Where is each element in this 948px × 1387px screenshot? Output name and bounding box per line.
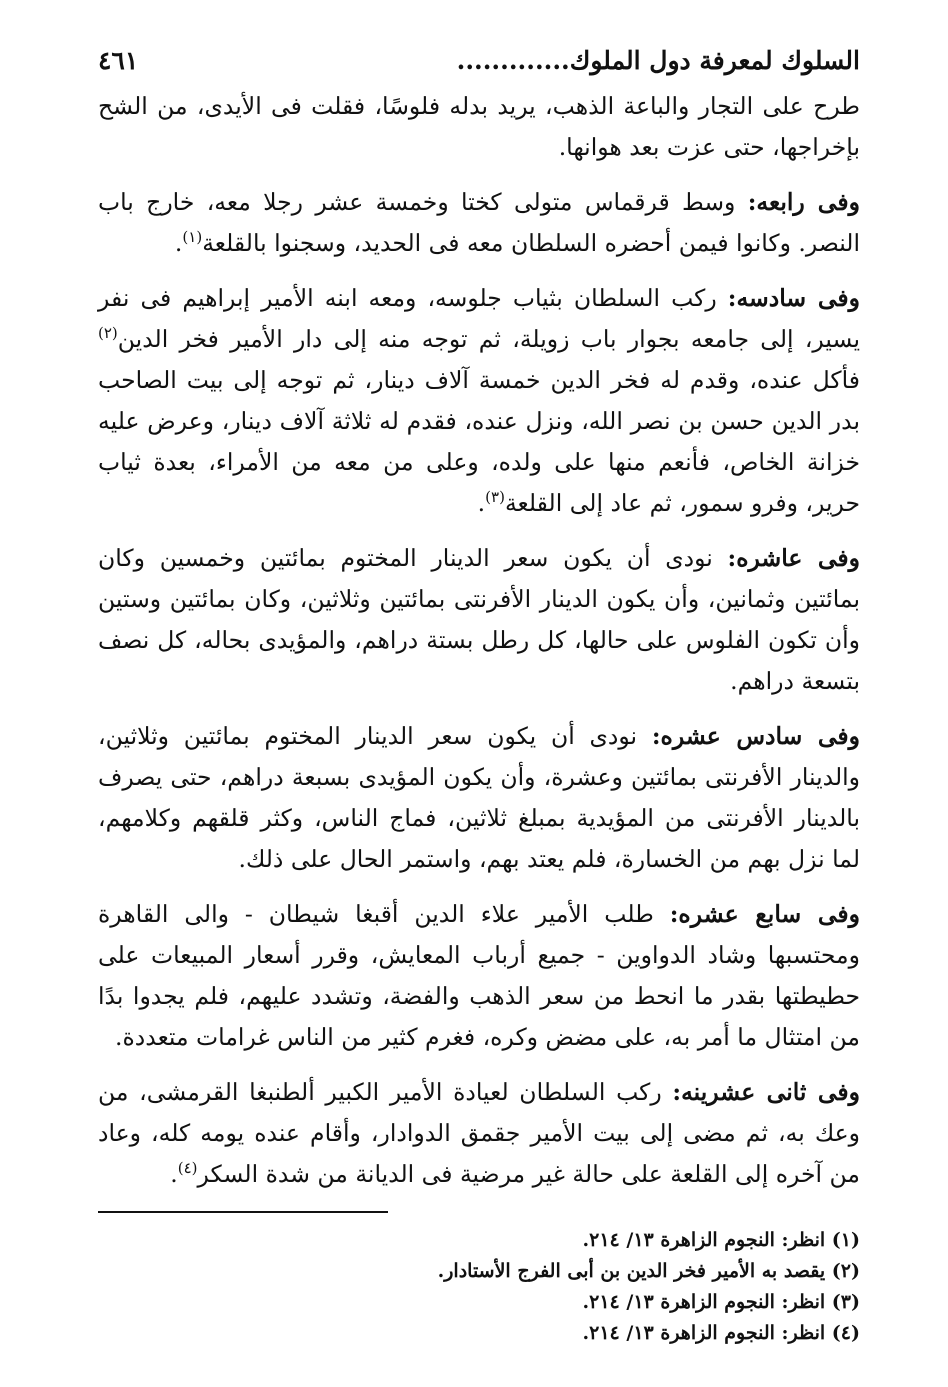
paragraph-text: ركب السلطان بثياب جلوسه، ومعه ابنه الأمير إبراهيم فى نفر يسير، إلى جامعه بجوار باب زويلة، ثم توجه منه إلى دار الأمير فخر الدين [98,284,860,353]
paragraph-text: وسط قرقماس متولى كختا وخمسة عشر رجلا معه، خارج باب النصر. وكانوا فيمن أحضره السلطان معه فى الحديد، وسجنوا بالقلعة [98,188,860,257]
paragraph [98,716,860,880]
paragraph-text-cont: فأكل عنده، وقدم له فخر الدين خمسة آلاف دينار، ثم توجه إلى بيت الصاحب بدر الدين حسن بن نصر الله، ونزل عنده، فقدم له ثلاثة آلاف دينار، وعرض عليه خزانة الخاص، فأنعم منها على ولده، وعلى من معه من الأمراء، بعدة ثياب حرير، وفرو سمور، ثم عاد إلى القلعة [98,366,860,517]
paragraph-text: نودى أن يكون سعر الدينار المختوم بمائتين وثلاثين، والدينار الأفرنتى بمائتين وعشرة، وأن يكون المؤيدى بسبعة دراهم، حتى يصرف بالدينار الأفرنتى من المؤيدية بمبلغ ثلاثين، فماج الناس، وكثر قلقهم وكلامهم، لما نزل بهم من الخسارة، فلم يعتد بهم، واستمر الحال على ذلك. [98,722,860,873]
paragraph-text: طلب الأمير علاء الدين أقبغا شيطان - والى القاهرة ومحتسبها وشاد الدواوين - جميع أرباب المعايش، وقرر أسعار المبيعات على حطيطتها بقدر ما انحط من سعر الذهب والفضة، وتشدد عليهم، فلم يجدوا بدًا من امتثال ما أمر به، على مضض وكره، فغرم كثير من الناس غرامات متعددة. [98,900,860,1051]
book-title: السلوك لمعرفة دول الملوك............. [456,46,860,75]
paragraph-text: ركب السلطان لعيادة الأمير الكبير ألطنبغا القرمشى، من وعك به، ثم مضى إلى بيت الأمير جقمق الدوادار، وأقام عنده يومه كله، وعاد من آخره إلى القلعة على حالة غير مرضية فى الديانة من شدة السكر [98,1078,860,1188]
footnote-marker[interactable]: (٣) [485,488,505,507]
footnotes [98,1225,860,1349]
footnote-marker[interactable]: (٤) [177,1159,198,1178]
paragraph-text-end: . [477,489,486,517]
paragraph-lead: وفى رابعه: [747,188,860,216]
paragraph-lead: وفى سابع عشره: [669,900,860,928]
paragraph [98,86,860,168]
footnote: (٤) انظر: النجوم الزاهرة ١٣/ ٢١٤. [582,1322,860,1344]
paragraph [98,894,860,1058]
paragraph-lead: وفى سادس عشره: [651,722,860,750]
paragraph-lead: وفى ثانى عشرينه: [672,1078,861,1106]
paragraph [98,538,860,702]
paragraph [98,1072,860,1195]
body-text [98,86,860,1195]
paragraph [98,182,860,264]
paragraph [98,278,860,524]
running-header [98,44,860,86]
footnote-separator [98,1211,388,1213]
footnote: (٣) انظر: النجوم الزاهرة ١٣/ ٢١٤. [582,1291,860,1313]
paragraph-lead: وفى سادسه: [727,284,860,312]
book-title-text: السلوك لمعرفة دول الملوك [569,46,860,75]
paragraph-text: طرح على التجار والباعة الذهب، يريد بدله فلوسًا، فقلت فى الأيدى، من الشح بإخراجها، حتى عزت بعد هوانها. [98,92,860,161]
paragraph-text: نودى أن يكون سعر الدينار المختوم بمائتين وخمسين وكان بمائتين وثمانين، وأن يكون الدينار الأفرنتى بمائتين وثلاثين، وكان بمائتين وستين وأن تكون الفلوس على حالها، كل رطل بستة دراهم، والمؤيدى بحاله، كل نصف بتسعة دراهم. [98,544,860,695]
footnote-separator-wrap [98,1211,860,1213]
page-number: ٤٦١ [98,46,139,75]
footnote-marker[interactable]: (٢) [98,324,118,343]
footnote-marker[interactable]: (١) [182,228,203,247]
paragraph-text-end: . [174,229,183,257]
footnote: (١) انظر: النجوم الزاهرة ١٣/ ٢١٤. [582,1229,860,1251]
paragraph-text-end: . [170,1160,178,1188]
paragraph-lead: وفى عاشره: [727,544,860,572]
footnote: (٢) يقصد به الأمير فخر الدين بن أبى الفرج الأستادار. [437,1260,860,1282]
